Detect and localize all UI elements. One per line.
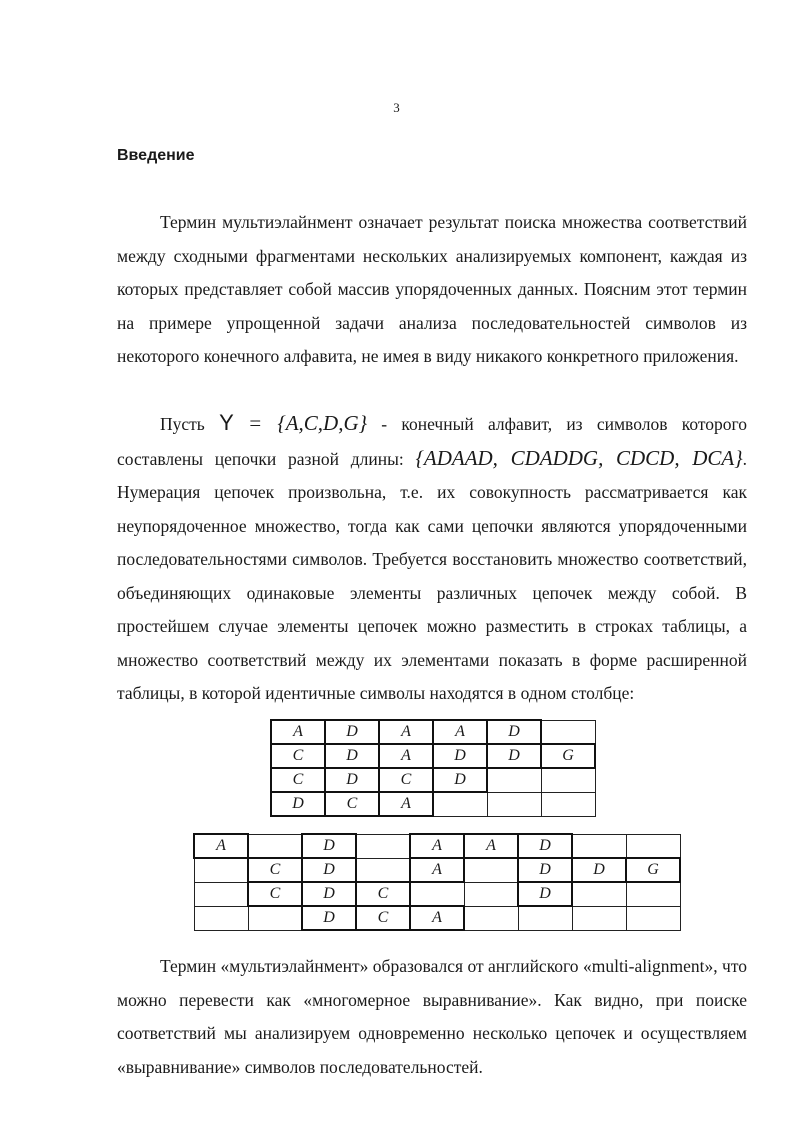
table-cell: C: [356, 882, 410, 906]
table-cell: D: [518, 882, 572, 906]
table-cell: [626, 906, 680, 930]
paragraph-term-origin-text: Термин «мультиэлайнмент» образовался от английского «multi-alignment», что можно перевести как «многомерное выравнивание». Как видно, при поиске соответствий мы анализируем одновременно несколько цепочек и осуществляем «выравнивание» символов последовательностей.: [117, 956, 747, 1077]
table-cell: G: [541, 744, 595, 768]
section-heading: Введение: [117, 147, 195, 164]
paragraph-intro-text: Термин мультиэлайнмент означает результат поиска множества соответствий между сходными фрагментами нескольких анализируемых компонент, каждая из которых представляет собой массив упорядоченных данных. Поясним этот термин на примере упрощенной задачи анализа последовательностей символов из некоторого конечного алфавита, не имея в виду никакого конкретного приложения.: [117, 212, 747, 366]
table-cell: A: [410, 906, 464, 930]
table-cell: [572, 882, 626, 906]
table-cell: [572, 834, 626, 858]
table-cell: [248, 834, 302, 858]
table-cell: D: [433, 768, 487, 792]
table-cell: A: [379, 792, 433, 816]
table-cell: [464, 858, 518, 882]
table-cell: [487, 768, 541, 792]
table-cell: A: [410, 858, 464, 882]
table-cell: A: [379, 720, 433, 744]
paragraph-term-origin: [117, 950, 747, 1084]
table-cell: [518, 906, 572, 930]
table-cell: D: [302, 882, 356, 906]
alphabet-continuation: . Нумерация цепочек произвольна, т.е. их совокупность рассматривается как неупорядоченное множество, тогда как сами цепочки являются упорядоченными последовательностями символов. Требуется восстановить множество соответствий, объединяющих одинаковые элементы различных цепочек между собой. В простейшем случае элементы цепочек можно разместить в строках таблицы, а множество соответствий между их элементами показать в форме расширенной таблицы, в которой идентичные символы находятся в одном столбце:: [117, 448, 747, 703]
table-cell: C: [248, 882, 302, 906]
table-row: [271, 744, 595, 768]
table-cell: D: [433, 744, 487, 768]
alphabet-description: - конечный алфавит, из символов которого составлены цепочки разной длины:: [117, 414, 748, 469]
table-row: [194, 906, 680, 930]
table-cell: C: [325, 792, 379, 816]
table-cell: [626, 834, 680, 858]
table-cell: [356, 858, 410, 882]
table-cell: [464, 882, 518, 906]
paragraph-alphabet: [117, 406, 747, 711]
table-cell: [541, 768, 595, 792]
table-cell: A: [464, 834, 518, 858]
table-cell: [194, 906, 248, 930]
table-cell: C: [379, 768, 433, 792]
alphabet-set: = {A,C,D,G}: [248, 411, 368, 435]
table-cell: C: [271, 744, 325, 768]
table-cell: A: [271, 720, 325, 744]
table-cell: D: [271, 792, 325, 816]
table-cell: A: [433, 720, 487, 744]
table-cell: G: [626, 858, 680, 882]
table-row: [194, 882, 680, 906]
table-cell: A: [379, 744, 433, 768]
table-cell: [541, 792, 595, 816]
table-cell: [541, 720, 595, 744]
table-row: [194, 858, 680, 882]
table-cell: D: [518, 834, 572, 858]
table-cell: [464, 906, 518, 930]
table-cell: [433, 792, 487, 816]
table-cell: A: [194, 834, 248, 858]
table-cell: [194, 858, 248, 882]
table-cell: D: [302, 834, 356, 858]
table-cell: C: [356, 906, 410, 930]
page-number: 3: [393, 100, 400, 115]
table-cell: D: [325, 768, 379, 792]
table-cell: C: [271, 768, 325, 792]
table-row: [271, 768, 595, 792]
table-cell: D: [487, 720, 541, 744]
table-cell: D: [302, 906, 356, 930]
table-cell: D: [302, 858, 356, 882]
table-row: [271, 792, 595, 816]
alignment-table: [193, 833, 681, 931]
table-cell: [356, 834, 410, 858]
table-cell: D: [487, 744, 541, 768]
table-cell: D: [572, 858, 626, 882]
table-cell: D: [518, 858, 572, 882]
table-cell: [248, 906, 302, 930]
table-cell: [572, 906, 626, 930]
chain-set: {ADAAD, CDADDG, CDCD, DCA}: [415, 445, 743, 470]
table-cell: A: [410, 834, 464, 858]
table-cell: [487, 792, 541, 816]
table-cell: [194, 882, 248, 906]
paragraph-intro: [117, 206, 747, 374]
table-cell: [410, 882, 464, 906]
table-cell: D: [325, 744, 379, 768]
table-cell: D: [325, 720, 379, 744]
table-row: [271, 720, 595, 744]
table-cell: [626, 882, 680, 906]
alphabet-variable: Y: [219, 410, 234, 435]
table-row: [194, 834, 680, 858]
alphabet-lead: Пусть: [160, 414, 205, 434]
sequence-table: [270, 719, 596, 817]
table-cell: C: [248, 858, 302, 882]
